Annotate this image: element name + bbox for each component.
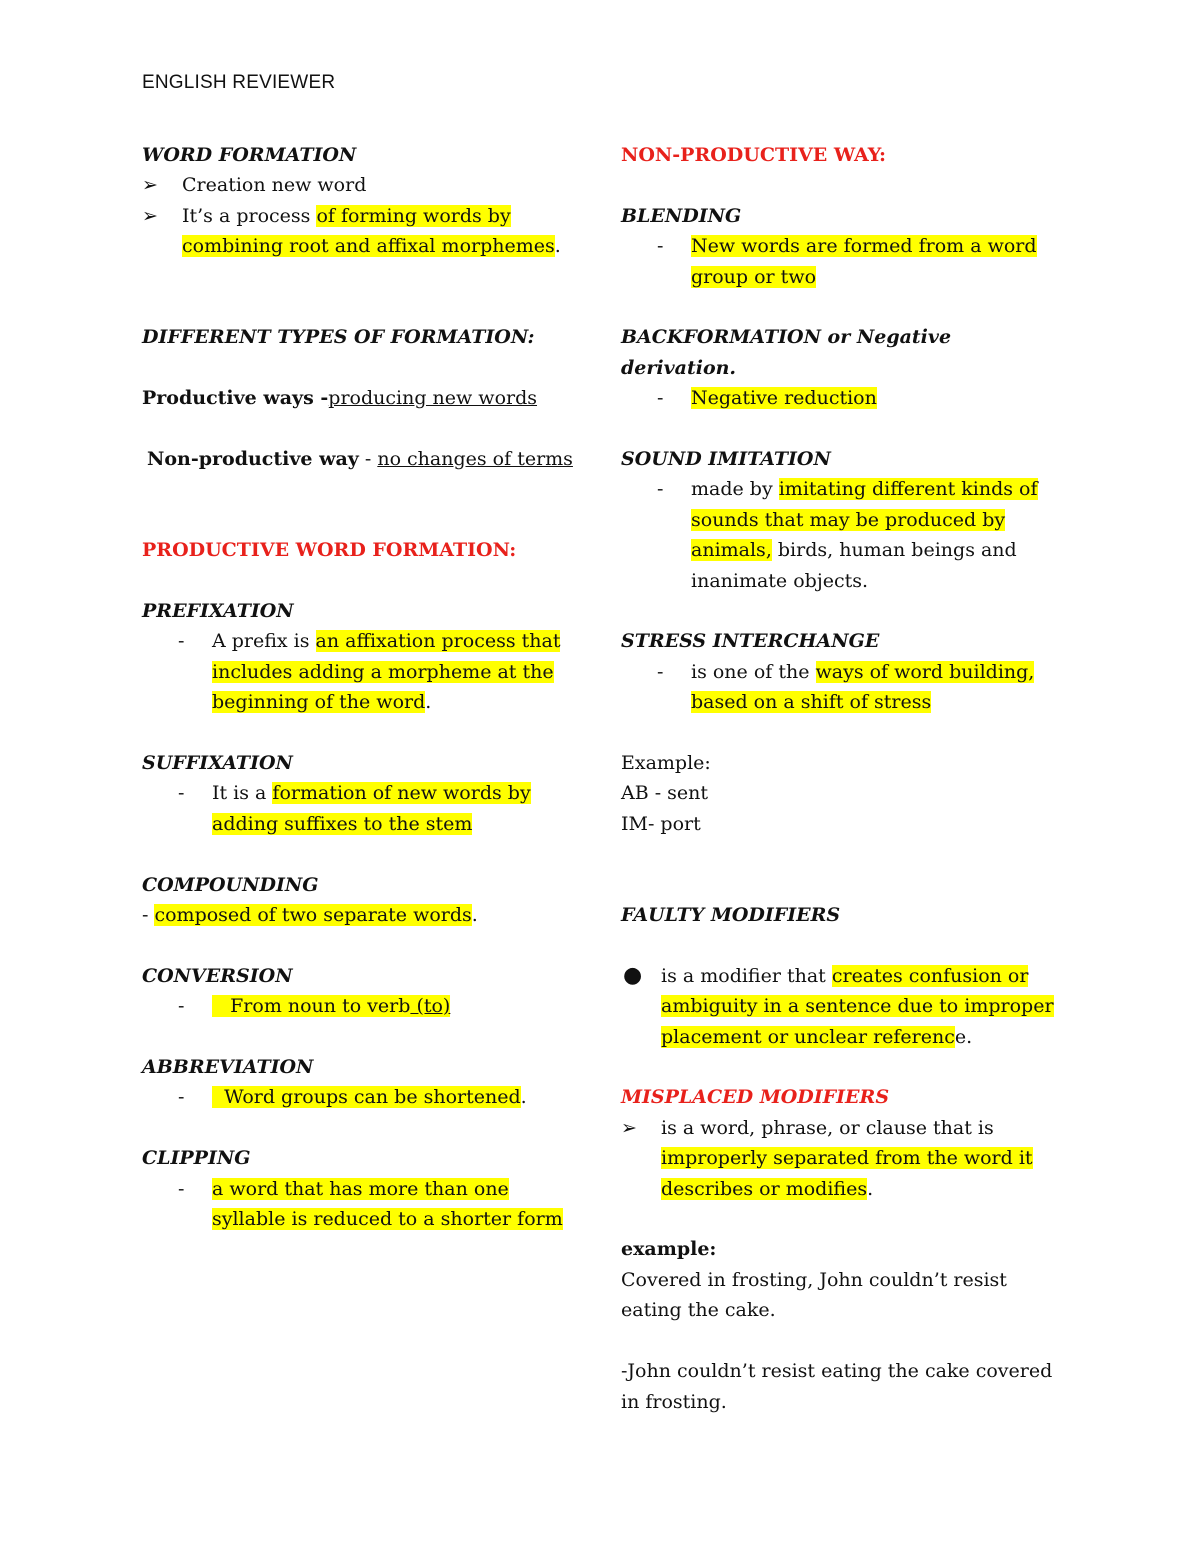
nonproductive-way-line: Non-productive way - no changes of terms bbox=[147, 448, 573, 471]
conversion-heading: CONVERSION bbox=[142, 964, 293, 987]
dash-bullet-icon: - bbox=[657, 387, 664, 410]
dash-bullet-icon: - bbox=[178, 782, 185, 805]
backformation-heading: BACKFORMATION or Negative derivation. bbox=[621, 326, 952, 379]
nonproductive-heading: NON-PRODUCTIVE WAY: bbox=[621, 144, 886, 166]
list-item: - A prefix is an affixation process that includes adding a morpheme at the beginning of the word. bbox=[142, 626, 582, 717]
arrow-bullet-icon: ➢ bbox=[621, 1116, 637, 1139]
abbreviation-heading: ABBREVIATION bbox=[142, 1056, 314, 1079]
productive-heading: PRODUCTIVE WORD FORMATION: bbox=[142, 539, 517, 562]
left-column bbox=[142, 140, 582, 1234]
word-formation-heading: WORD FORMATION bbox=[142, 144, 357, 166]
list-item: ● is a modifier that creates confusion or ambiguity in a sentence due to improper placement or unclear reference. bbox=[623, 962, 1054, 1048]
page-title: ENGLISH REVIEWER bbox=[142, 72, 336, 93]
example-sentence: Covered in frosting, John couldn’t resist eating the cake. bbox=[621, 1268, 1007, 1322]
list-item-text: It’s a process of forming words by combining root and affixal morphemes. bbox=[182, 204, 561, 258]
right-column bbox=[621, 140, 1066, 1417]
dash-bullet-icon: - bbox=[178, 1177, 185, 1200]
dot-bullet-icon: ● bbox=[623, 962, 643, 988]
compounding-heading: COMPOUNDING bbox=[142, 873, 319, 896]
example-sentence: -John couldn’t resist eating the cake covered in frosting. bbox=[621, 1360, 1053, 1413]
list-item: - From noun to verb (to) bbox=[142, 991, 582, 1021]
blending-heading: BLENDING bbox=[621, 204, 742, 227]
list-item-text: Creation new word bbox=[182, 174, 367, 197]
list-item: - It is a formation of new words by adding suffixes to the stem bbox=[142, 778, 582, 839]
types-heading: DIFFERENT TYPES OF FORMATION: bbox=[142, 326, 535, 349]
dash-bullet-icon: - bbox=[657, 478, 664, 501]
list-item: - New words are formed from a word group or two bbox=[621, 231, 1066, 292]
arrow-bullet-icon: ➢ bbox=[142, 174, 158, 197]
list-item: ➢ is a word, phrase, or clause that is improperly separated from the word it describes or modifies. bbox=[621, 1113, 1066, 1204]
dash-bullet-icon: - bbox=[657, 660, 664, 683]
list-item: - is one of the ways of word building, based on a shift of stress bbox=[621, 657, 1066, 718]
clipping-heading: CLIPPING bbox=[142, 1147, 251, 1170]
list-item: - a word that has more than one syllable is reduced to a shorter form bbox=[142, 1174, 582, 1235]
example-line: AB - sent bbox=[621, 782, 709, 805]
stress-interchange-heading: STRESS INTERCHANGE bbox=[621, 630, 880, 653]
dash-bullet-icon: - bbox=[178, 1086, 185, 1109]
faulty-modifiers-heading: FAULTY MODIFIERS bbox=[621, 904, 841, 927]
prefixation-heading: PREFIXATION bbox=[142, 600, 294, 623]
list-item: - Word groups can be shortened. bbox=[142, 1082, 582, 1112]
list-item bbox=[142, 170, 582, 200]
list-item: - Negative reduction bbox=[621, 383, 1066, 413]
dash-bullet-icon: - bbox=[178, 630, 185, 653]
dash-bullet-icon: - bbox=[178, 995, 185, 1018]
example-label: Example: bbox=[621, 752, 711, 775]
dash-bullet-icon: - bbox=[657, 235, 664, 258]
highlight: of forming words by combining root and affixal morphemes bbox=[182, 204, 555, 258]
compounding-text: - composed of two separate words. bbox=[142, 904, 478, 927]
sound-imitation-heading: SOUND IMITATION bbox=[621, 448, 831, 471]
suffixation-heading: SUFFIXATION bbox=[142, 752, 293, 775]
list-item: - made by imitating different kinds of sounds that may be produced by animals, birds, human beings and inanimate objects. bbox=[621, 474, 1066, 596]
example2-label: example: bbox=[621, 1238, 717, 1261]
productive-ways-line: Productive ways -producing new words bbox=[142, 387, 538, 410]
list-item bbox=[142, 201, 582, 262]
example-line: IM- port bbox=[621, 812, 701, 835]
misplaced-modifiers-heading: MISPLACED MODIFIERS bbox=[621, 1086, 890, 1109]
arrow-bullet-icon: ➢ bbox=[142, 204, 158, 227]
